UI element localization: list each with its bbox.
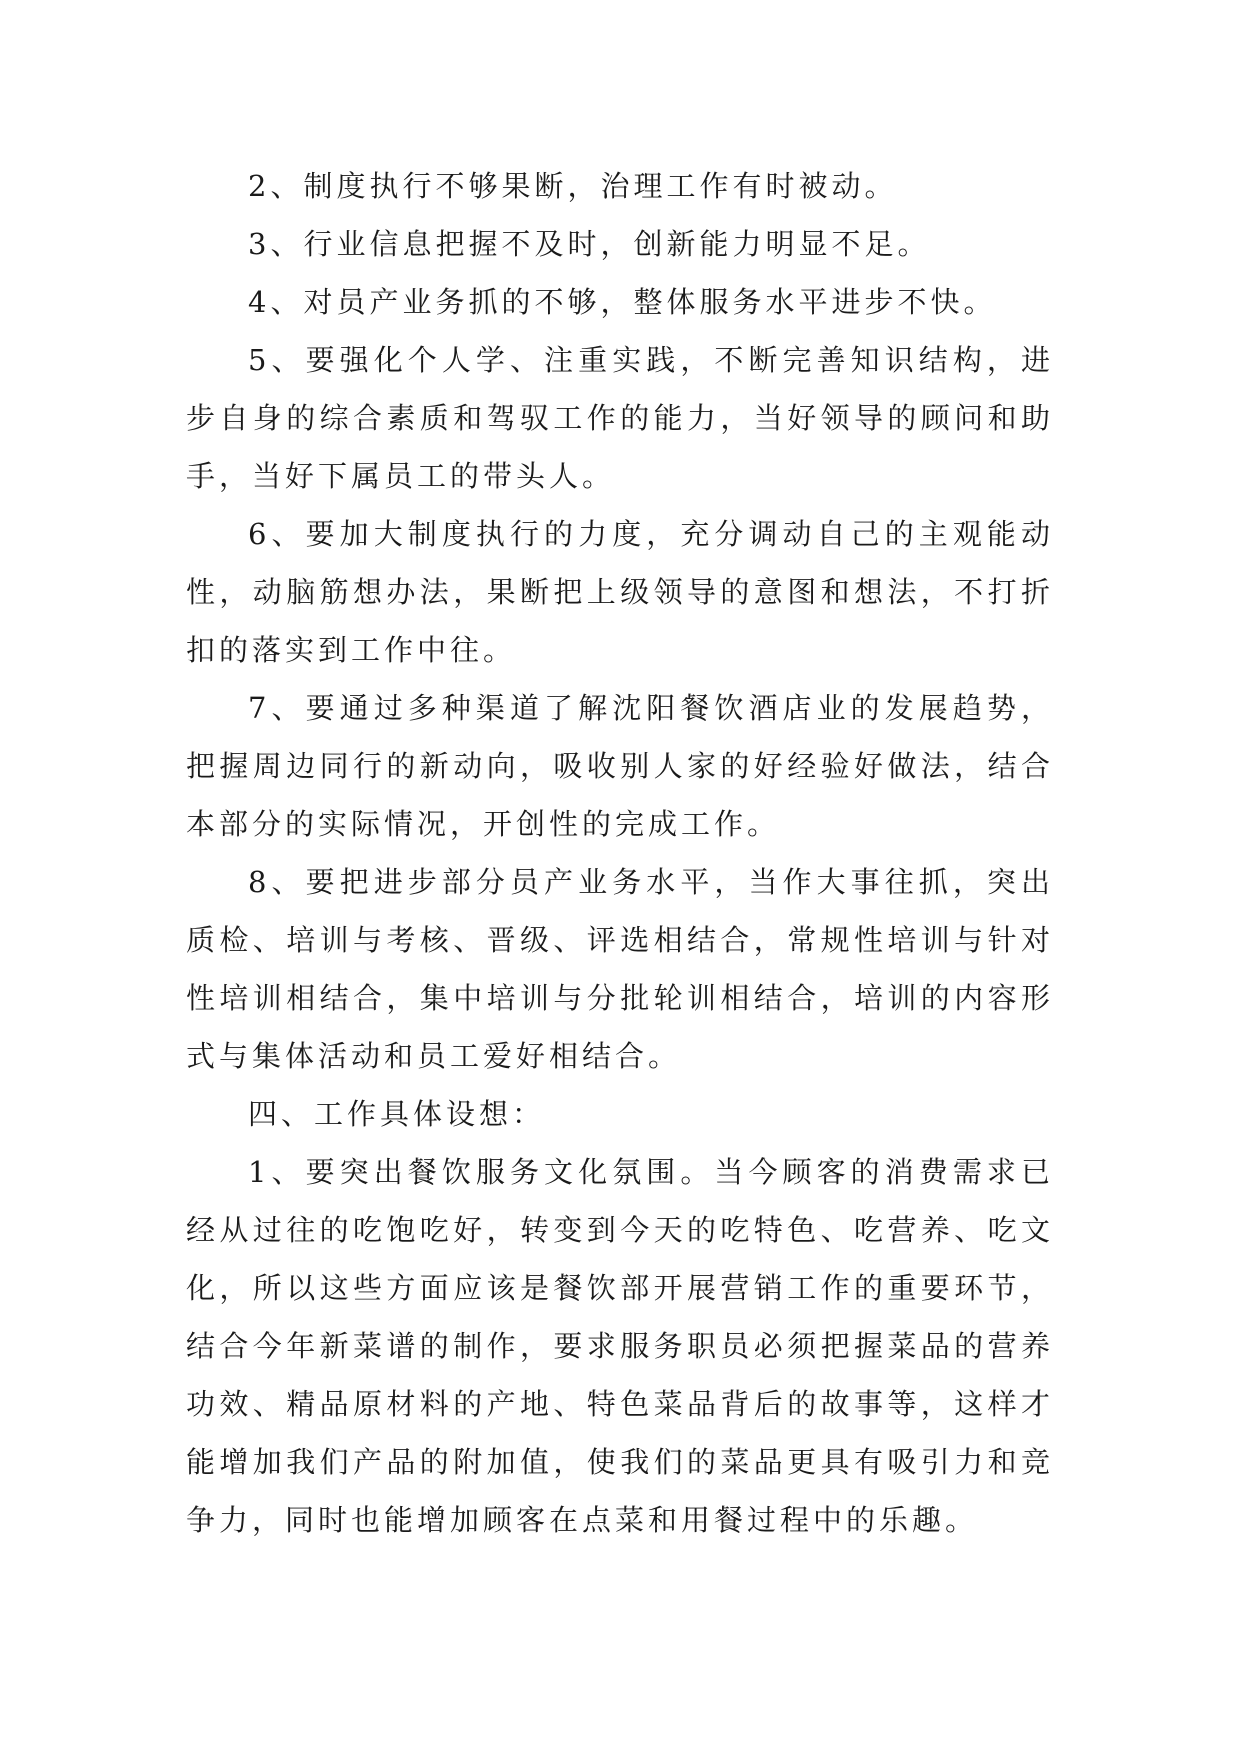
document-body <box>186 157 1054 1549</box>
paragraph-item-8: 8、要把进步部分员产业务水平，当作大事往抓，突出质检、培训与考核、晋级、评选相结合，常规性培训与针对性培训相结合，集中培训与分批轮训相结合，培训的内容形式与集体活动和员工爱好相结合。 <box>186 865 1054 1073</box>
paragraph-plan-1: 1、要突出餐饮服务文化氛围。当今顾客的消费需求已经从过往的吃饱吃好，转变到今天的吃特色、吃营养、吃文化，所以这些方面应该是餐饮部开展营销工作的重要环节，结合今年新菜谱的制作，要求服务职员必须把握菜品的营养功效、精品原材料的产地、特色菜品背后的故事等，这样才能增加我们产品的附加值，使我们的菜品更具有吸引力和竞争力，同时也能增加顾客在点菜和用餐过程中的乐趣。 <box>186 1155 1054 1537</box>
paragraph-item-7: 7、要通过多种渠道了解沈阳餐饮酒店业的发展趋势，把握周边同行的新动向，吸收别人家的好经验好做法，结合本部分的实际情况，开创性的完成工作。 <box>186 691 1054 841</box>
paragraph-item-3: 3、行业信息把握不及时，创新能力明显不足。 <box>248 227 931 261</box>
section-heading-work-plan: 四、工作具体设想： <box>248 1097 546 1131</box>
paragraph-item-2: 2、制度执行不够果断，治理工作有时被动。 <box>248 169 898 203</box>
paragraph-item-5: 5、要强化个人学、注重实践，不断完善知识结构，进步自身的综合素质和驾驭工作的能力，当好领导的顾问和助手，当好下属员工的带头人。 <box>186 343 1054 493</box>
paragraph-item-4: 4、对员产业务抓的不够，整体服务水平进步不快。 <box>248 285 997 319</box>
paragraph-item-6: 6、要加大制度执行的力度，充分调动自己的主观能动性，动脑筋想办法，果断把上级领导的意图和想法，不打折扣的落实到工作中往。 <box>186 517 1054 667</box>
